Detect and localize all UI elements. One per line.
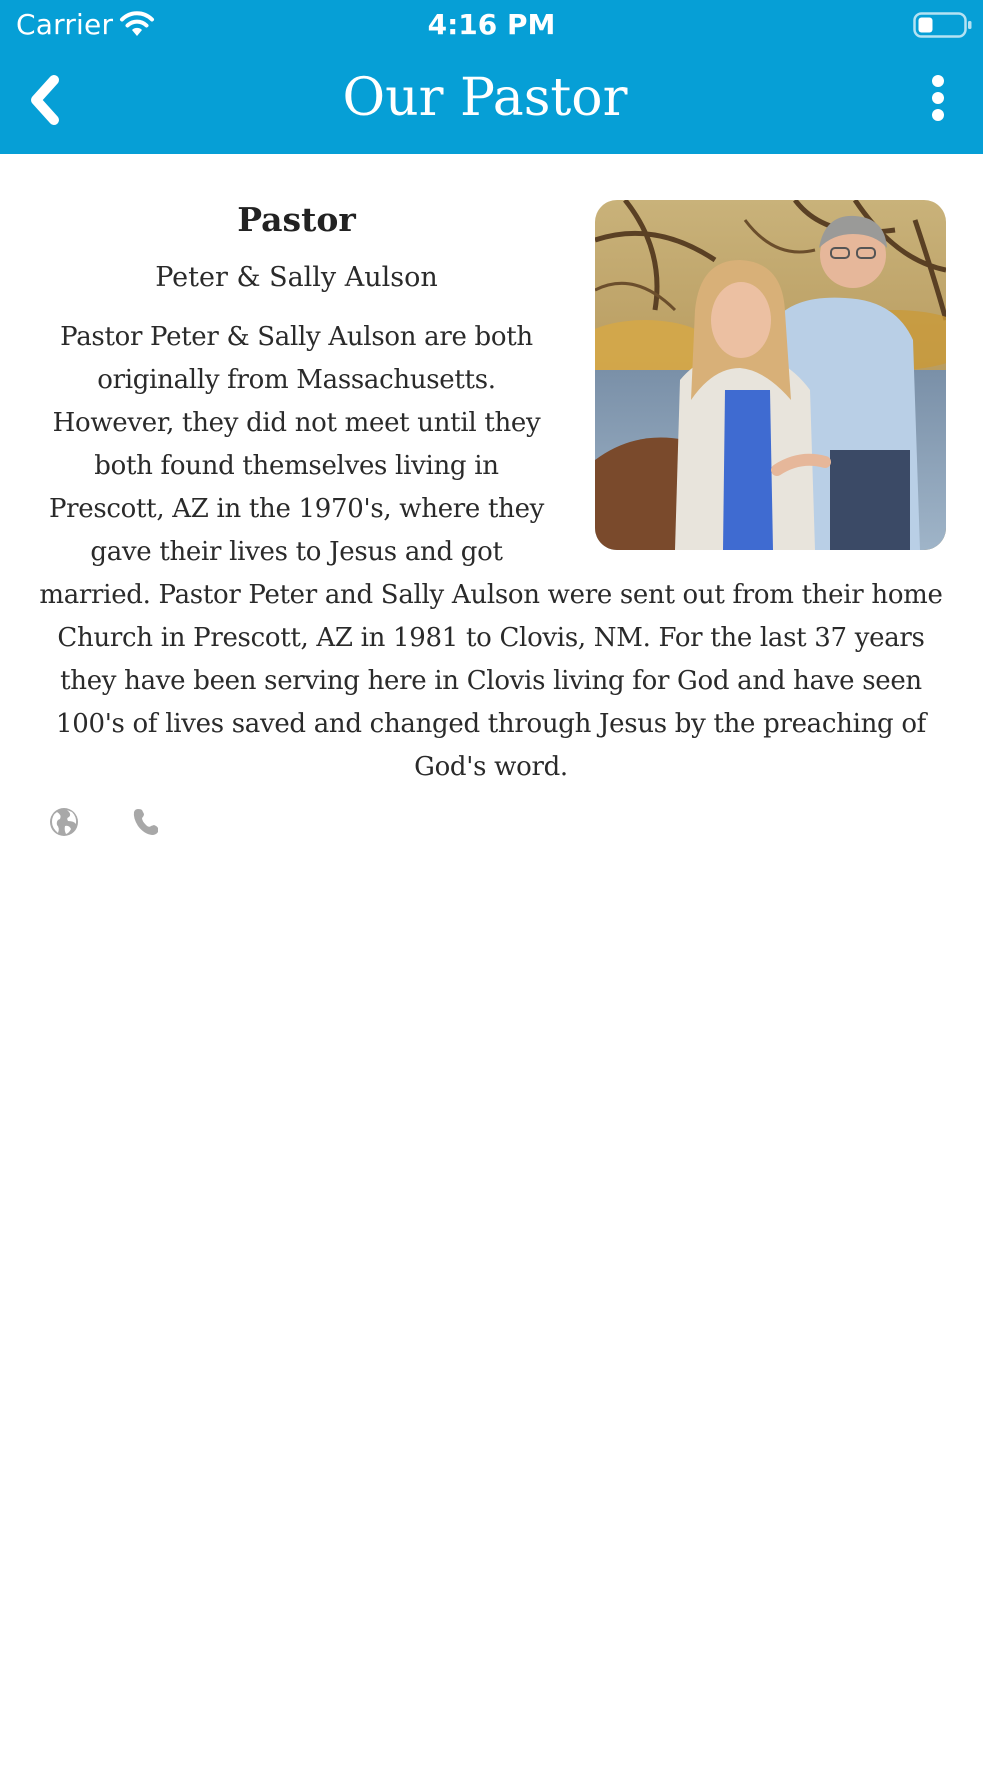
app-header (0, 0, 983, 154)
section-heading: Pastor (237, 200, 356, 239)
pastor-photo (595, 200, 946, 550)
pastor-content (36, 200, 946, 789)
phone-button[interactable] (130, 806, 162, 838)
back-button[interactable] (14, 68, 78, 132)
status-time: 4:16 PM (427, 8, 556, 41)
pastor-photo-image (595, 200, 946, 550)
carrier-label: Carrier (16, 8, 114, 41)
phone-icon (130, 806, 162, 838)
website-button[interactable] (48, 806, 80, 838)
status-bar (0, 0, 983, 50)
contact-actions (48, 806, 162, 846)
page-title: Our Pastor (342, 68, 628, 128)
globe-icon (48, 806, 80, 838)
more-options-button[interactable] (914, 66, 962, 130)
pastor-bio: Pastor Peter & Sally Aulson are both originally from Massachusetts. However, they did not meet until they both found themselves living in Prescott, AZ in the 1970's, where they gave their lives to Jesus and got married. Pastor Peter and Sally Aulson were sent out from their home Church in Prescott, AZ in 1981 to Clovis, NM. For the last 37 years they have been serving here in Clovis living for God and have seen 100's of lives saved and changed through Jesus by the preaching of God's word. (39, 322, 943, 782)
chevron-left-icon (24, 74, 68, 126)
pastor-names: Peter & Sally Aulson (155, 262, 438, 293)
more-vertical-icon (930, 74, 946, 122)
nav-bar (0, 50, 983, 154)
battery-icon (913, 11, 973, 39)
